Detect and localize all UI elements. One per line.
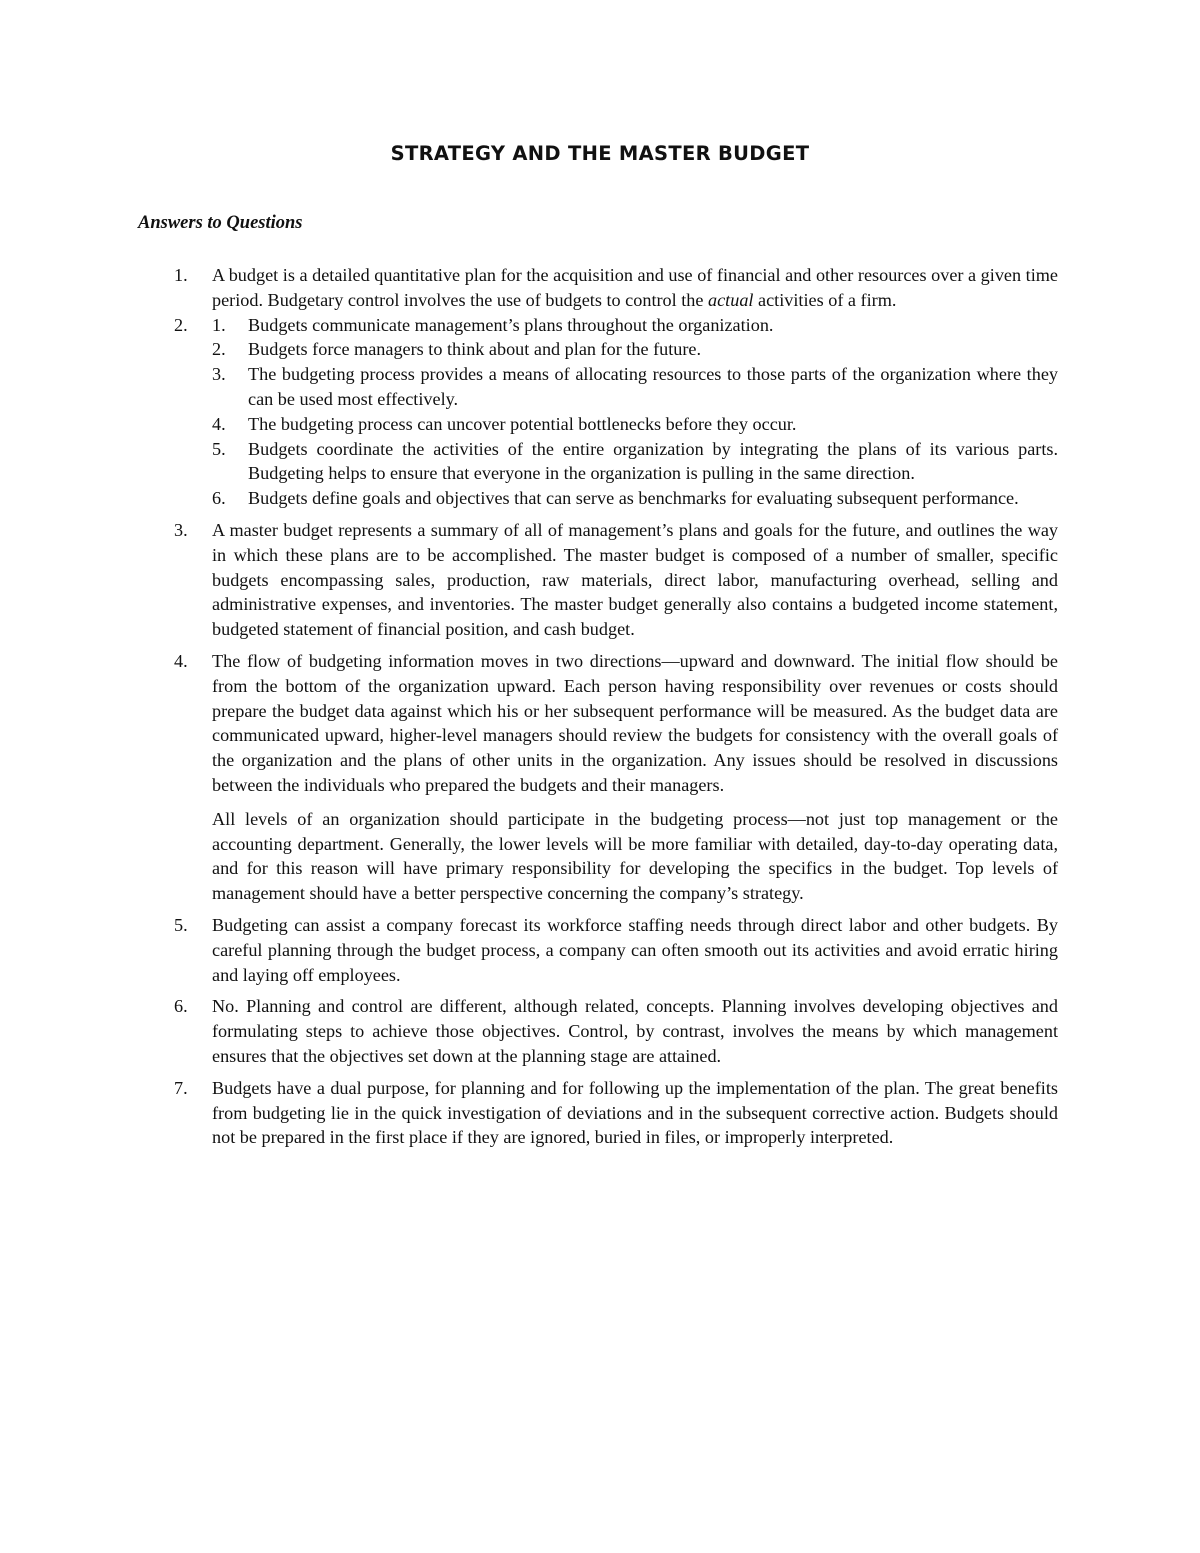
answer-text: Budgeting can assist a company forecast its workforce staffing needs through direct labor and other budgets. By careful planning through the budget process, a company can often smooth out its activities and avoid erratic hiring and laying off employees. [212, 914, 1058, 985]
answer-paragraph: The flow of budgeting information moves in two directions—upward and downward. The initial flow should be from the bottom of the organization upward. Each person having responsibility over revenues or costs should prepare the budget data against which his or her subsequent performance will be measured. As the budget data are communicated upward, higher-level managers should review the budgets for consistency with the overall goals of the organization and the plans of other units in the organization. Any issues should be resolved in discussions between the individuals who prepared the budgets and their managers. [212, 650, 1058, 795]
answer-text-part: A budget is a detailed quantitative plan for the acquisition and use of financial and other resources over a given time period. Budgetary control involves the use of budgets to control the [212, 265, 1058, 310]
answer-number: 1. [174, 265, 188, 285]
answer-body [212, 649, 1058, 906]
answer-number: 2. [174, 314, 188, 335]
answer-paragraph: All levels of an organization should participate in the budgeting process—not just top management or the accounting department. Generally, the lower levels will be more familiar with detailed, day-to-day operating data, and for this reason will have primary responsibility for developing the specifics in the budget. Top levels of management should have a better perspective concerning the company’s strategy. [212, 808, 1058, 904]
sublist-item [212, 412, 1058, 437]
answer-2 [138, 313, 1058, 511]
answer-number: 4. [174, 650, 188, 671]
answer-4 [138, 649, 1058, 906]
sublist-number: 4. [212, 413, 226, 434]
sublist-text: Budgets force managers to think about and plan for the future. [248, 339, 702, 360]
sublist-number: 3. [212, 364, 226, 385]
answer-5 [138, 913, 1058, 987]
sublist-item [212, 362, 1058, 412]
sublist-number: 1. [212, 314, 226, 335]
answer-text: A master budget represents a summary of all of management’s plans and goals for the future, and outlines the way in which these plans are to be accomplished. The master budget is composed of a number of smaller, specific budgets encompassing sales, production, raw materials, direct labor, manufacturing overhead, selling and administrative expenses, and inventories. The master budget generally also contains a budgeted income statement, budgeted statement of financial position, and cash budget. [212, 519, 1058, 640]
sublist-text: The budgeting process can uncover potential bottlenecks before they occur. [248, 413, 797, 434]
answer-number: 7. [174, 1077, 188, 1098]
sublist-text: Budgets coordinate the activities of the entire organization by integrating the plans of its various parts. Budgeting helps to ensure that everyone in the organization is pulling in the same direction. [248, 438, 1058, 484]
answer-3 [138, 518, 1058, 642]
answer-6 [138, 994, 1058, 1068]
answers-list [138, 263, 1058, 1150]
emphasis-text: actual [708, 289, 754, 310]
answer-7 [138, 1076, 1058, 1150]
page-title: STRATEGY AND THE MASTER BUDGET [390, 142, 810, 165]
answer-number: 6. [174, 996, 188, 1017]
answer-1 [138, 263, 1058, 313]
sublist-item [212, 437, 1058, 487]
answer-text [212, 263, 1058, 313]
sublist-item [212, 486, 1058, 511]
answer-number: 5. [174, 914, 188, 935]
sublist-item [212, 313, 1058, 338]
answer-text: No. Planning and control are different, although related, concepts. Planning involves developing objectives and formulating steps to achieve those objectives. Control, by contrast, involves the means by which management ensures that the objectives set down at the planning stage are attained. [212, 996, 1058, 1066]
sublist-number: 2. [212, 339, 226, 360]
answer-text: Budgets have a dual purpose, for planning and for following up the implementation of the plan. The great benefits from budgeting lie in the quick investigation of deviations and in the subsequent corrective action. Budgets should not be prepared in the first place if they are ignored, buried in files, or improperly interpreted. [212, 1077, 1058, 1148]
answer-text-part: activities of a firm. [753, 289, 897, 310]
sublist-number: 6. [212, 488, 226, 509]
sublist-item [212, 337, 1058, 362]
sublist-text: Budgets define goals and objectives that can serve as benchmarks for evaluating subsequent performance. [248, 488, 1019, 509]
answer-sublist [212, 313, 1058, 511]
answer-number: 3. [174, 519, 188, 540]
sublist-number: 5. [212, 438, 226, 459]
sublist-text: Budgets communicate management’s plans throughout the organization. [248, 314, 774, 335]
sublist-text: The budgeting process provides a means of allocating resources to those parts of the organization where they can be used most effectively. [248, 364, 1058, 409]
section-subtitle: Answers to Questions [138, 213, 303, 233]
